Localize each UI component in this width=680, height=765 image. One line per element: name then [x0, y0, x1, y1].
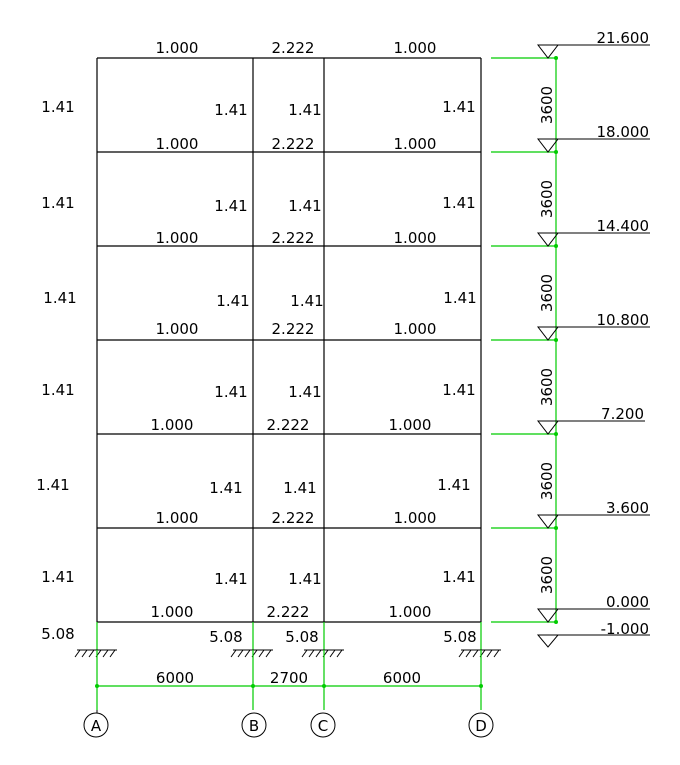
beam-stiffness-label: 1.000 — [155, 509, 199, 527]
beam-stiffness-label: 1.000 — [393, 229, 437, 247]
storey-height-label: 3600 — [538, 273, 556, 313]
storey-height-label: 3600 — [538, 461, 556, 501]
span-label: 2700 — [269, 669, 309, 687]
column-stiffness-label: 1.41 — [214, 101, 248, 119]
storey-height-label: 3600 — [538, 367, 556, 407]
span-dimension — [95, 650, 483, 710]
roof-beam-labels — [156, 39, 437, 57]
support-b — [231, 650, 273, 657]
column-stiffness-label: 1.41 — [442, 568, 476, 586]
fixed-supports — [75, 650, 501, 657]
column-stiffness-label: 1.41 — [442, 381, 476, 399]
column-stiffness-label: 1.41 — [283, 479, 317, 497]
beam-stiffness-label: 2.222 — [266, 416, 310, 434]
column-stiffness-label: 1.41 — [288, 101, 322, 119]
elevation-marker — [538, 405, 645, 434]
column-stiffness-label: 1.41 — [214, 570, 248, 588]
elevation-marker — [538, 217, 650, 246]
beam-stiffness-label: 1.000 — [393, 39, 437, 57]
axis-label: A — [90, 717, 102, 735]
elevation-marker — [538, 620, 650, 647]
beam-stiffness-label: 2.222 — [271, 229, 315, 247]
axis-label: B — [248, 717, 260, 735]
elevation-marker — [538, 311, 650, 340]
elevation-label: 3.600 — [606, 499, 649, 517]
column-stiffness-label: 1.41 — [43, 289, 77, 307]
column-stiffness-label: 1.41 — [41, 568, 75, 586]
column-stiffness-label: 1.41 — [214, 383, 248, 401]
elevation-label: 7.200 — [601, 405, 644, 423]
support-d — [459, 650, 501, 657]
support-c — [302, 650, 344, 657]
base-column-stiffness-label: 5.08 — [443, 628, 477, 646]
elevation-label: 18.000 — [596, 123, 649, 141]
beam-stiffness-label: 1.000 — [155, 135, 199, 153]
column-stiffness-label: 1.41 — [290, 292, 324, 310]
column-stiffness-label: 1.41 — [288, 197, 322, 215]
beam-stiffness-label: 2.222 — [271, 39, 315, 57]
beam-stiffness-label: 1.000 — [393, 320, 437, 338]
beam-stiffness-label: 2.222 — [271, 320, 315, 338]
elevation-label: 10.800 — [596, 311, 649, 329]
beam-stiffness-label: 1.000 — [388, 416, 432, 434]
beam-stiffness-label: 1.000 — [150, 603, 194, 621]
support-a — [75, 650, 117, 657]
axis-label: C — [317, 717, 329, 735]
column-stiffness-label: 1.41 — [41, 381, 75, 399]
elevation-label: 14.400 — [596, 217, 649, 235]
beam-stiffness-label: 1.000 — [393, 135, 437, 153]
beam-stiffness-label: 2.222 — [266, 603, 310, 621]
beam-stiffness-label: 1.000 — [150, 416, 194, 434]
elevation-label: -1.000 — [600, 620, 649, 638]
base-column-stiffness-label: 5.08 — [41, 625, 75, 643]
base-column-stiffness-label: 5.08 — [209, 628, 243, 646]
beam-stiffness-label: 1.000 — [388, 603, 432, 621]
beam-stiffness-label: 1.000 — [155, 39, 199, 57]
base-column-stiffness-label: 5.08 — [285, 628, 319, 646]
beam-stiffness-label: 2.222 — [271, 135, 315, 153]
span-label: 6000 — [382, 669, 422, 687]
elevation-label: 21.600 — [596, 29, 649, 47]
axis-label: D — [475, 717, 487, 735]
beam-stiffness-label: 1.000 — [155, 320, 199, 338]
beam-stiffness-label: 1.000 — [393, 509, 437, 527]
elevation-marker — [538, 499, 650, 528]
column-stiffness-label: 1.41 — [214, 197, 248, 215]
column-stiffness-label: 1.41 — [36, 476, 70, 494]
column-stiffness-label: 1.41 — [288, 383, 322, 401]
storey-height-label: 3600 — [538, 179, 556, 219]
elevation-marker — [538, 29, 650, 58]
beam-stiffness-label: 1.000 — [155, 229, 199, 247]
base-column-labels — [41, 625, 476, 646]
column-stiffness-label: 1.41 — [41, 194, 75, 212]
beam-stiffness-label: 2.222 — [271, 509, 315, 527]
column-stiffness-label: 1.41 — [442, 98, 476, 116]
elevation-marker — [538, 593, 650, 622]
column-stiffness-label: 1.41 — [216, 292, 250, 310]
column-stiffness-label: 1.41 — [41, 98, 75, 116]
axis-bubbles — [84, 710, 493, 737]
storey-height-label: 3600 — [538, 555, 556, 595]
elevation-label: 0.000 — [606, 593, 649, 611]
span-label: 6000 — [155, 669, 195, 687]
elevation-marker — [538, 123, 650, 152]
storey-height-label: 3600 — [538, 85, 556, 125]
column-stiffness-label: 1.41 — [209, 479, 243, 497]
column-stiffness-label: 1.41 — [437, 476, 471, 494]
column-stiffness-label: 1.41 — [442, 194, 476, 212]
column-stiffness-label: 1.41 — [443, 289, 477, 307]
column-stiffness-label: 1.41 — [288, 570, 322, 588]
